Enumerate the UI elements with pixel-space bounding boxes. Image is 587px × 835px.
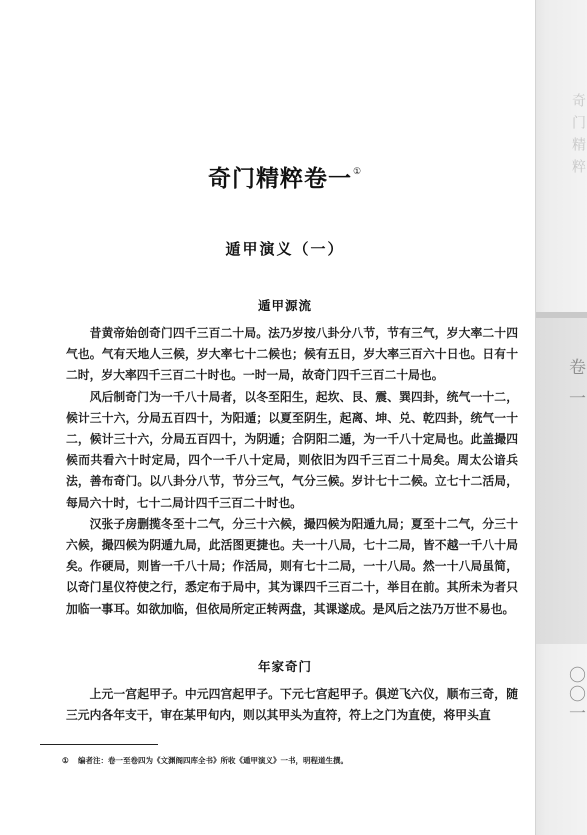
running-book-title: 奇门精粹 [570, 93, 586, 181]
origin-text [66, 323, 518, 620]
footnote-text: 编者注：卷一至卷四为《文渊阁四库全书》所收《遁甲演义》一书，明程道生撰。 [78, 756, 348, 765]
subsection-title-year: 年家奇门 [257, 659, 312, 674]
chapter-title-text: 奇门精粹卷一 [207, 165, 352, 192]
footnote-mark: ① [62, 756, 69, 765]
section-title: 遁甲演义（一） [225, 240, 345, 258]
paragraph: 上元一宫起甲子。中元四宫起甲子。下元七宫起甲子。俱逆飞六仪，顺布三奇，随三元内各年支干，审在某甲旬内，则以其甲头为直符，符上之门为直使，将甲头直 [66, 687, 518, 723]
paragraph: 风后制奇门为一千八十局者，以冬至阳生，起坎、艮、震、巽四卦，统气一十二，候计三十六，分局五百四十，为阳遁；以夏至阴生，起离、坤、兑、乾四卦，统气一十二，候计三十六，分局五百四十，为阴遁；合阴阳二遁，为一千八十定局也。此盖撮四候而共看六十时定局，四个一千八十定局，则依旧为四千三百二十局矣。周太公谙兵法，善布奇门。以八卦分八节，节分三气，气分三候。岁计七十二候。立七十二活局，每局六十时，七十二局计四千三百二十时也。 [66, 389, 518, 510]
chapter-note-mark: ① [352, 167, 363, 177]
paragraph: 昔黄帝始创奇门四千三百二十局。法乃岁按八卦分八节，节有三气，岁大率二十四气也。气有天地人三候，岁大率七十二候也；候有五日，岁大率三百六十日也。日有十二时，岁大率四千三百二十时也。一时一局，故奇门四千三百二十局也。 [66, 326, 518, 383]
footnote [62, 755, 522, 766]
chapter-title [0, 160, 570, 193]
running-volume-label: 卷一 [565, 358, 585, 420]
page-number: 〇〇一 [565, 666, 585, 723]
subsection-title-origin: 遁甲源流 [257, 298, 312, 313]
paragraph: 汉张子房删揽冬至十二气，分三十六候，撮四候为阳遁九局；夏至十二气，分三十六候，撮四候为阴遁九局，此活图更捷也。夫一十八局，七十二局，皆不越一千八十局矣。作硬局，则皆一千八十局；作活局，则有七十二局，一十八局。然一十八局虽简，以奇门星仪符使之行，悉定布于局中，其为课四千三百二十，举目在前。其所未为者只加临一事耳。如欲加临，但依局所定正转两盘，其课遂成。是风后之法乃万世不易也。 [66, 516, 518, 616]
side-margin-strip [535, 0, 587, 835]
footnote-divider [40, 744, 158, 745]
year-text [66, 684, 518, 726]
